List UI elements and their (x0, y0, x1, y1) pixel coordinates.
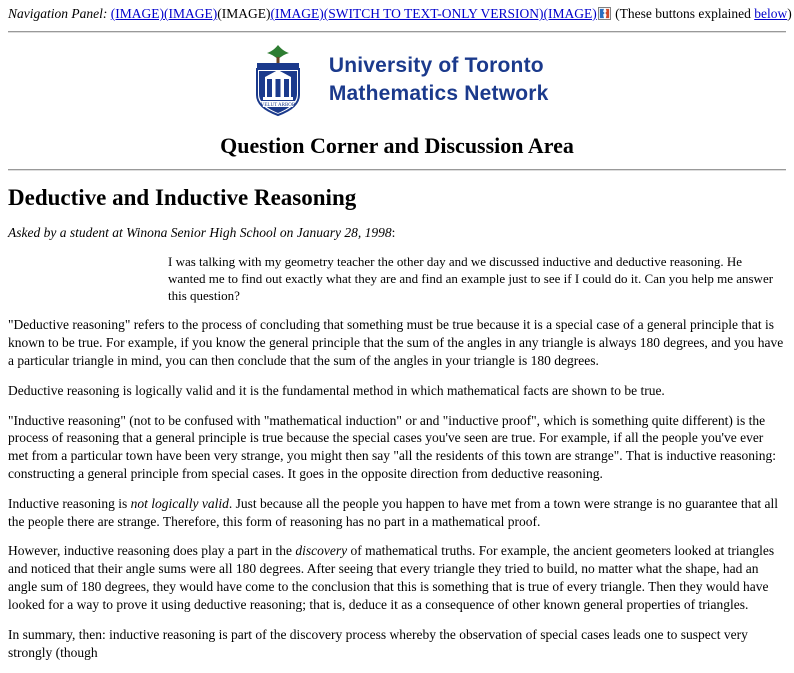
body-paragraph-5 (8, 542, 786, 613)
body-paragraph-2: Deductive reasoning is logically valid and it is the fundamental method in which mathematical facts are shown to be true. (8, 382, 665, 398)
body-paragraph-6: In summary, then: inductive reasoning is part of the discovery process whereby the observation of special cases leads one to suspect very strongly (though (8, 626, 748, 660)
para4-after: . Just because all the people you happen to have met from a town were strange is no guarantee that all the people there are strange. Therefore, this form of reasoning has no part in a mathematical proof. (8, 495, 779, 529)
nav-explain-below-link[interactable]: below (754, 6, 788, 21)
asked-by-line (8, 225, 786, 241)
para5-after: of mathematical truths. For example, the ancient geometers looked at triangles and noticed that their angle sums were all 180 degrees. After seeing that every triangle they tried to build, no matter what the shape, had an angle sum of 180 degrees, they would have come to the conclusion that this is something that is true of every triangle. Then they would have looked for a way to prove it using deductive reasoning; that is, deduce it as a consequence of other known general properties of triangles. (8, 543, 775, 612)
body-paragraph-3: "Inductive reasoning" (not to be confused with "mathematical induction" or and "inductive proof", which is something quite different) is the process of reasoning that a general principle is true because the special cases you've seen are true. For example, if all the people you've ever met from a particular town have been very strange, you might then say "all the residents of this town are strange". That is inductive reasoning: constructing a general principle from special cases. It goes in the opposite direction from deductive reasoning. (8, 412, 777, 482)
site-title: Question Corner and Discussion Area (220, 132, 574, 158)
wordmark-line-2: Mathematics Network (328, 81, 549, 105)
body-paragraph-1: "Deductive reasoning" refers to the process of concluding that something must be true because it is a special case of a general principle that is known to be true. For example, if you know the general principle that the sum of the angles in any triangle is always 180 degrees, and you have a particular triangle in mind, you can then conclude that the sum of the angles in your triangle is 180 degrees. (8, 317, 784, 368)
para5-emphasis: discovery (295, 543, 348, 559)
asked-by-colon: : (391, 224, 396, 240)
para4-before: Inductive reasoning is (8, 495, 131, 511)
nav-image-link-4[interactable]: (IMAGE) (270, 6, 324, 21)
top-divider (8, 31, 786, 33)
svg-text:VELUT ARBOR: VELUT ARBOR (261, 102, 296, 108)
para5-before: However, inductive reasoning does play a part in the (8, 543, 296, 559)
nav-image-link-1[interactable]: (IMAGE) (110, 6, 164, 21)
navigation-panel (8, 6, 792, 23)
wordmark-line-1: University of Toronto (328, 53, 544, 77)
asked-by-text: Asked by a student at Winona Senior High School on January 28, 1998 (8, 224, 392, 240)
nav-explain-prefix: (These buttons explained (615, 6, 755, 21)
broken-image-icon (598, 7, 611, 20)
title-divider (8, 169, 786, 171)
body-paragraph-4 (8, 495, 786, 531)
nav-switch-text-only-link[interactable]: (SWITCH TO TEXT-ONLY VERSION) (323, 6, 544, 21)
nav-image-plain-3: (IMAGE) (217, 6, 271, 21)
university-wordmark (329, 52, 549, 108)
nav-image-link-2[interactable]: (IMAGE) (163, 6, 218, 21)
university-crest-icon (245, 43, 311, 117)
navigation-panel-label: Navigation Panel: (8, 6, 108, 21)
question-text: I was talking with my geometry teacher the other day and we discussed inductive and deductive reasoning. He wanted me to find out exactly what they are and find an example just to see if I could do it. Can you help me answer this question? (168, 253, 774, 304)
page-title: Deductive and Inductive Reasoning (8, 184, 357, 210)
para4-emphasis: not logically valid (130, 495, 229, 511)
nav-image-link-6[interactable]: (IMAGE) (543, 6, 597, 21)
nav-explain-suffix: ) (787, 6, 792, 21)
site-logo-block (8, 43, 786, 117)
